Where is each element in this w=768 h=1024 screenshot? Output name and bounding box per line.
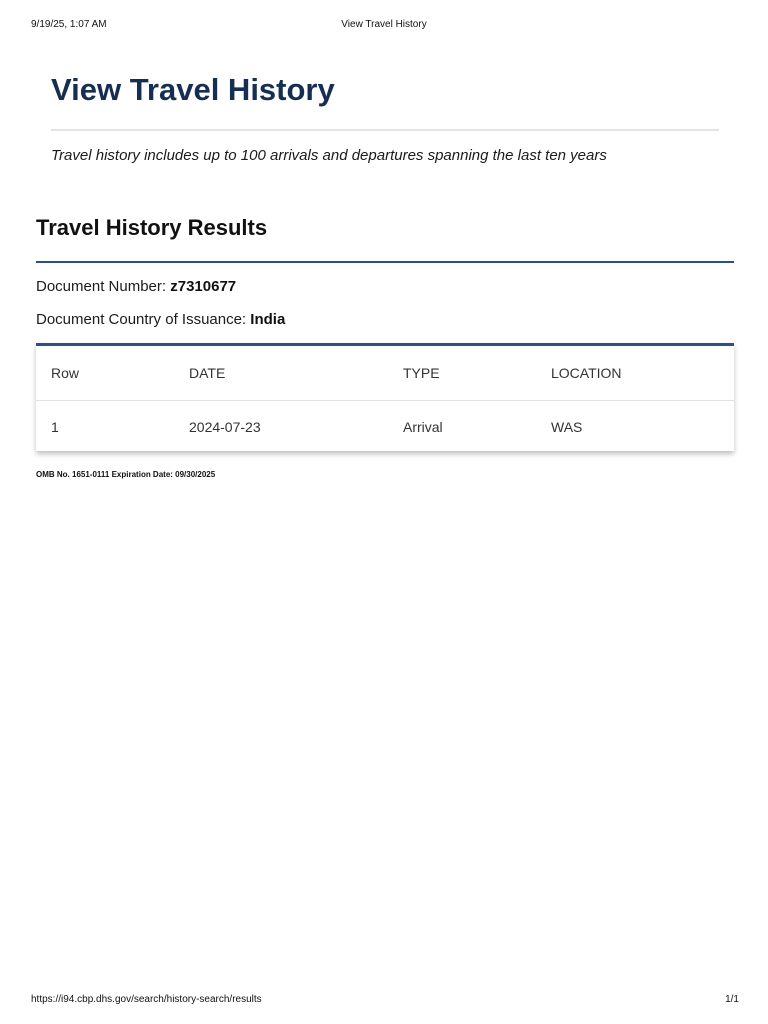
document-country-value: India xyxy=(250,311,286,328)
print-header xyxy=(31,19,737,33)
cell-type: Arrival xyxy=(403,418,443,435)
page-subtitle: Travel history includes up to 100 arrivals and departures spanning the last ten years xyxy=(51,147,607,164)
document-country xyxy=(36,310,285,330)
print-timestamp: 9/19/25, 1:07 AM xyxy=(31,19,107,30)
results-divider xyxy=(36,261,734,263)
print-page-number: 1/1 xyxy=(725,994,739,1005)
column-header-row: Row xyxy=(36,346,189,401)
document-number xyxy=(36,277,236,297)
column-header-type: TYPE xyxy=(403,346,551,401)
title-divider xyxy=(51,129,719,131)
print-footer xyxy=(31,994,739,1008)
print-title: View Travel History xyxy=(341,19,427,30)
omb-notice: OMB No. 1651-0111 Expiration Date: 09/30/2025 xyxy=(36,470,216,479)
page-title: View Travel History xyxy=(51,72,335,107)
cell-row: 1 xyxy=(51,418,59,435)
document-country-label: Document Country of Issuance: xyxy=(36,311,247,328)
travel-history-table xyxy=(36,346,734,452)
column-header-location: LOCATION xyxy=(551,346,734,401)
results-heading: Travel History Results xyxy=(36,215,268,240)
cell-date: 2024-07-23 xyxy=(189,418,261,435)
table-row xyxy=(36,401,734,453)
table-header-row xyxy=(36,346,734,401)
column-header-date: DATE xyxy=(189,346,403,401)
document-number-label: Document Number: xyxy=(36,278,167,295)
document-number-value: z7310677 xyxy=(170,278,237,295)
print-url: https://i94.cbp.dhs.gov/search/history-search/results xyxy=(31,994,262,1005)
cell-location: WAS xyxy=(551,418,583,435)
travel-history-table-card xyxy=(36,343,734,451)
